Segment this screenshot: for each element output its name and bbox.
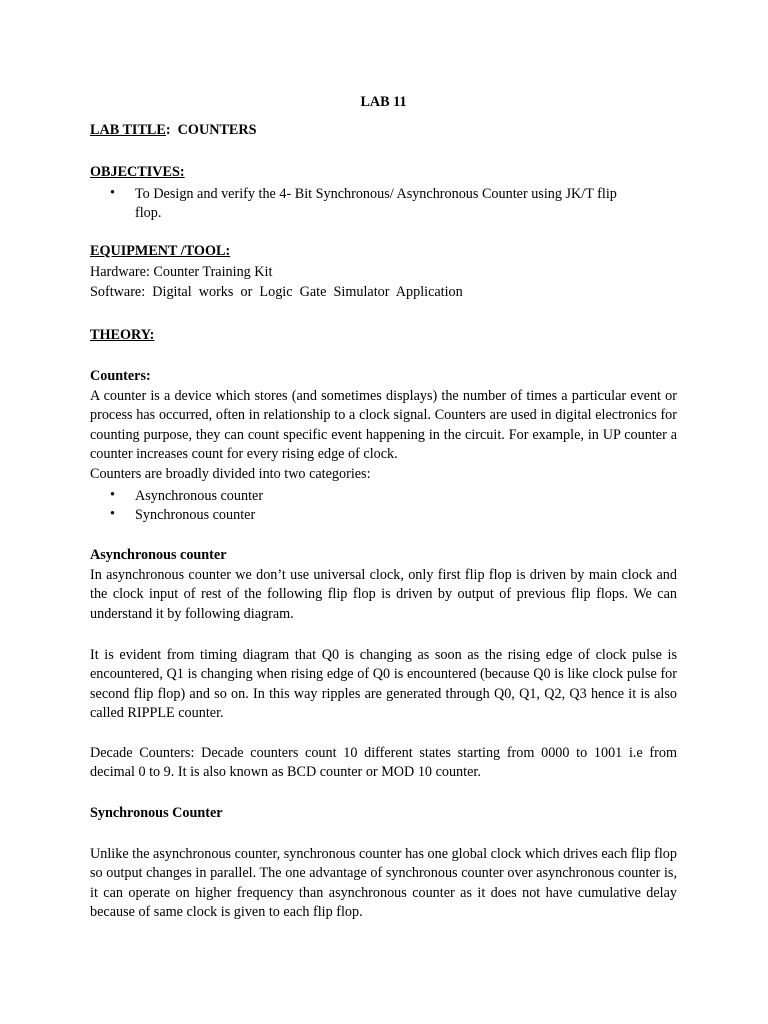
bullet-icon: • — [110, 185, 115, 201]
counters-heading: Counters: — [90, 368, 151, 384]
lab-number: LAB 11 — [360, 94, 407, 110]
bullet-icon: • — [110, 487, 115, 503]
lab-title-label: LAB TITLE — [90, 122, 166, 138]
equipment-hardware: Hardware: Counter Training Kit — [90, 264, 273, 280]
theory-heading: THEORY: — [90, 327, 155, 343]
categories-intro: Counters are broadly divided into two categories: — [90, 466, 371, 482]
counters-paragraph: A counter is a device which stores (and sometimes displays) the number of times a particular event or process has occurred, often in relationship to a clock signal. Counters are used in digital electronics for counting purpose, they can count specific event happening in the circuit. For example, in UP counter a counter increases count for every rising edge of clock. — [90, 388, 677, 463]
decade-paragraph: Decade Counters: Decade counters count 10 different states starting from 0000 to 1001 i.e from decimal 0 to 9. It is also known as BCD counter or MOD 10 counter. — [90, 745, 677, 781]
sync-heading: Synchronous Counter — [90, 805, 223, 821]
equipment-heading: EQUIPMENT /TOOL: — [90, 243, 231, 259]
timing-paragraph: It is evident from timing diagram that Q0 is changing as soon as the rising edge of clock pulse is encountered, Q1 is changing when rising edge of Q0 is encountered (because Q0 is like clock pulse for second flip flop) and so on. In this way ripples are generated through Q0, Q1, Q2, Q3 hence it is also called RIPPLE counter. — [90, 647, 677, 722]
equipment-software: Software: Digital works or Logic Gate Simulator Application — [90, 284, 463, 300]
objective-line-1: To Design and verify the 4- Bit Synchronous/ Asynchronous Counter using JK/T flip — [135, 186, 617, 202]
category-label: Synchronous counter — [135, 507, 256, 523]
async-paragraph: In asynchronous counter we don’t use universal clock, only first flip flop is driven by main clock and the clock input of rest of the following flip flop is driven by output of previous flip flops. We can understand it by following diagram. — [90, 567, 677, 622]
objectives-heading: OBJECTIVES: — [90, 164, 185, 180]
category-label: Asynchronous counter — [135, 488, 264, 504]
lab-title-value: COUNTERS — [177, 122, 257, 138]
lab-title-separator: : — [165, 122, 171, 138]
sync-paragraph: Unlike the asynchronous counter, synchronous counter has one global clock which drives each flip flop so output changes in parallel. The one advantage of synchronous counter over asynchronous counter is, it can operate on higher frequency than asynchronous counter as it does not have cumulative delay because of same clock is given to each flip flop. — [90, 846, 677, 921]
lab-title — [90, 122, 257, 139]
bullet-icon: • — [110, 506, 115, 522]
async-heading: Asynchronous counter — [90, 547, 227, 563]
objective-line-2: flop. — [135, 205, 162, 221]
